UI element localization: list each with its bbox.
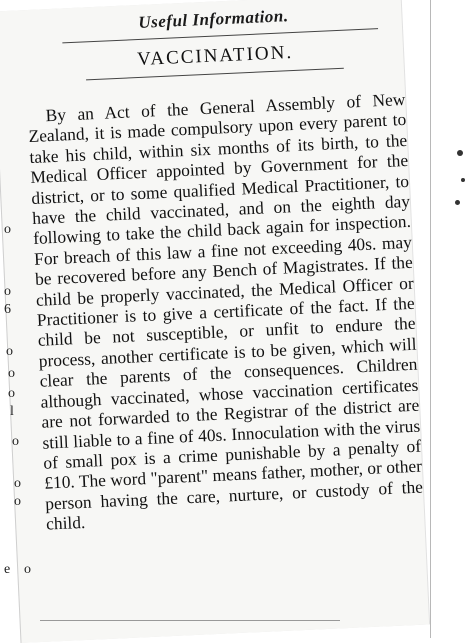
ink-speck (461, 178, 465, 182)
margin-mark: e (4, 562, 11, 577)
margin-mark: o (14, 494, 21, 509)
margin-mark: o (8, 366, 15, 381)
margin-mark: o (4, 284, 11, 299)
section-heading: Useful Information. (137, 6, 289, 32)
margin-mark: o (14, 476, 21, 491)
margin-mark: o (8, 386, 15, 401)
article-body: By an Act of the General Assembly of New Zealand, it is made compulsory upon every parent to take his child, within six months of its birth, to the Medical Officer appointed by Government for the district, or to some qualified Medical Practitioner, to have the child vaccinated, and on the eighth day following to take the child back again for inspection. For breach of this law a fine not exceeding 40s. may be recovered before any Bench of Magistrates. If the child be properly vaccinated, the Medical Officer or Practitioner is to give a certificate of the fact. If the child be not susceptible, or unfit to endure the process, another certificate is to be given, which will clear the parents of the consequences. Children although vaccinated, whose vaccination certificates are not forwarded to the Registrar of the district are still liable to a fine of 40s. Innoculation with the virus of small pox is a crime punishable by a penalty of £10. The word "parent" means father, mother, or other person having the care, nurture, or custody of the child. (28, 88, 424, 534)
article-title: VACCINATION. (136, 41, 294, 71)
ink-speck (455, 200, 460, 205)
margin-mark: o (4, 222, 11, 237)
margin-mark: o (12, 434, 19, 449)
left-margin-marks (0, 0, 30, 638)
margin-mark: l (10, 404, 14, 419)
ink-speck (457, 150, 463, 156)
margin-mark: o (6, 344, 13, 359)
adjacent-column-edge (430, 0, 469, 638)
margin-mark: o (24, 562, 31, 577)
margin-mark: 6 (4, 302, 11, 317)
bottom-rule (40, 620, 340, 621)
